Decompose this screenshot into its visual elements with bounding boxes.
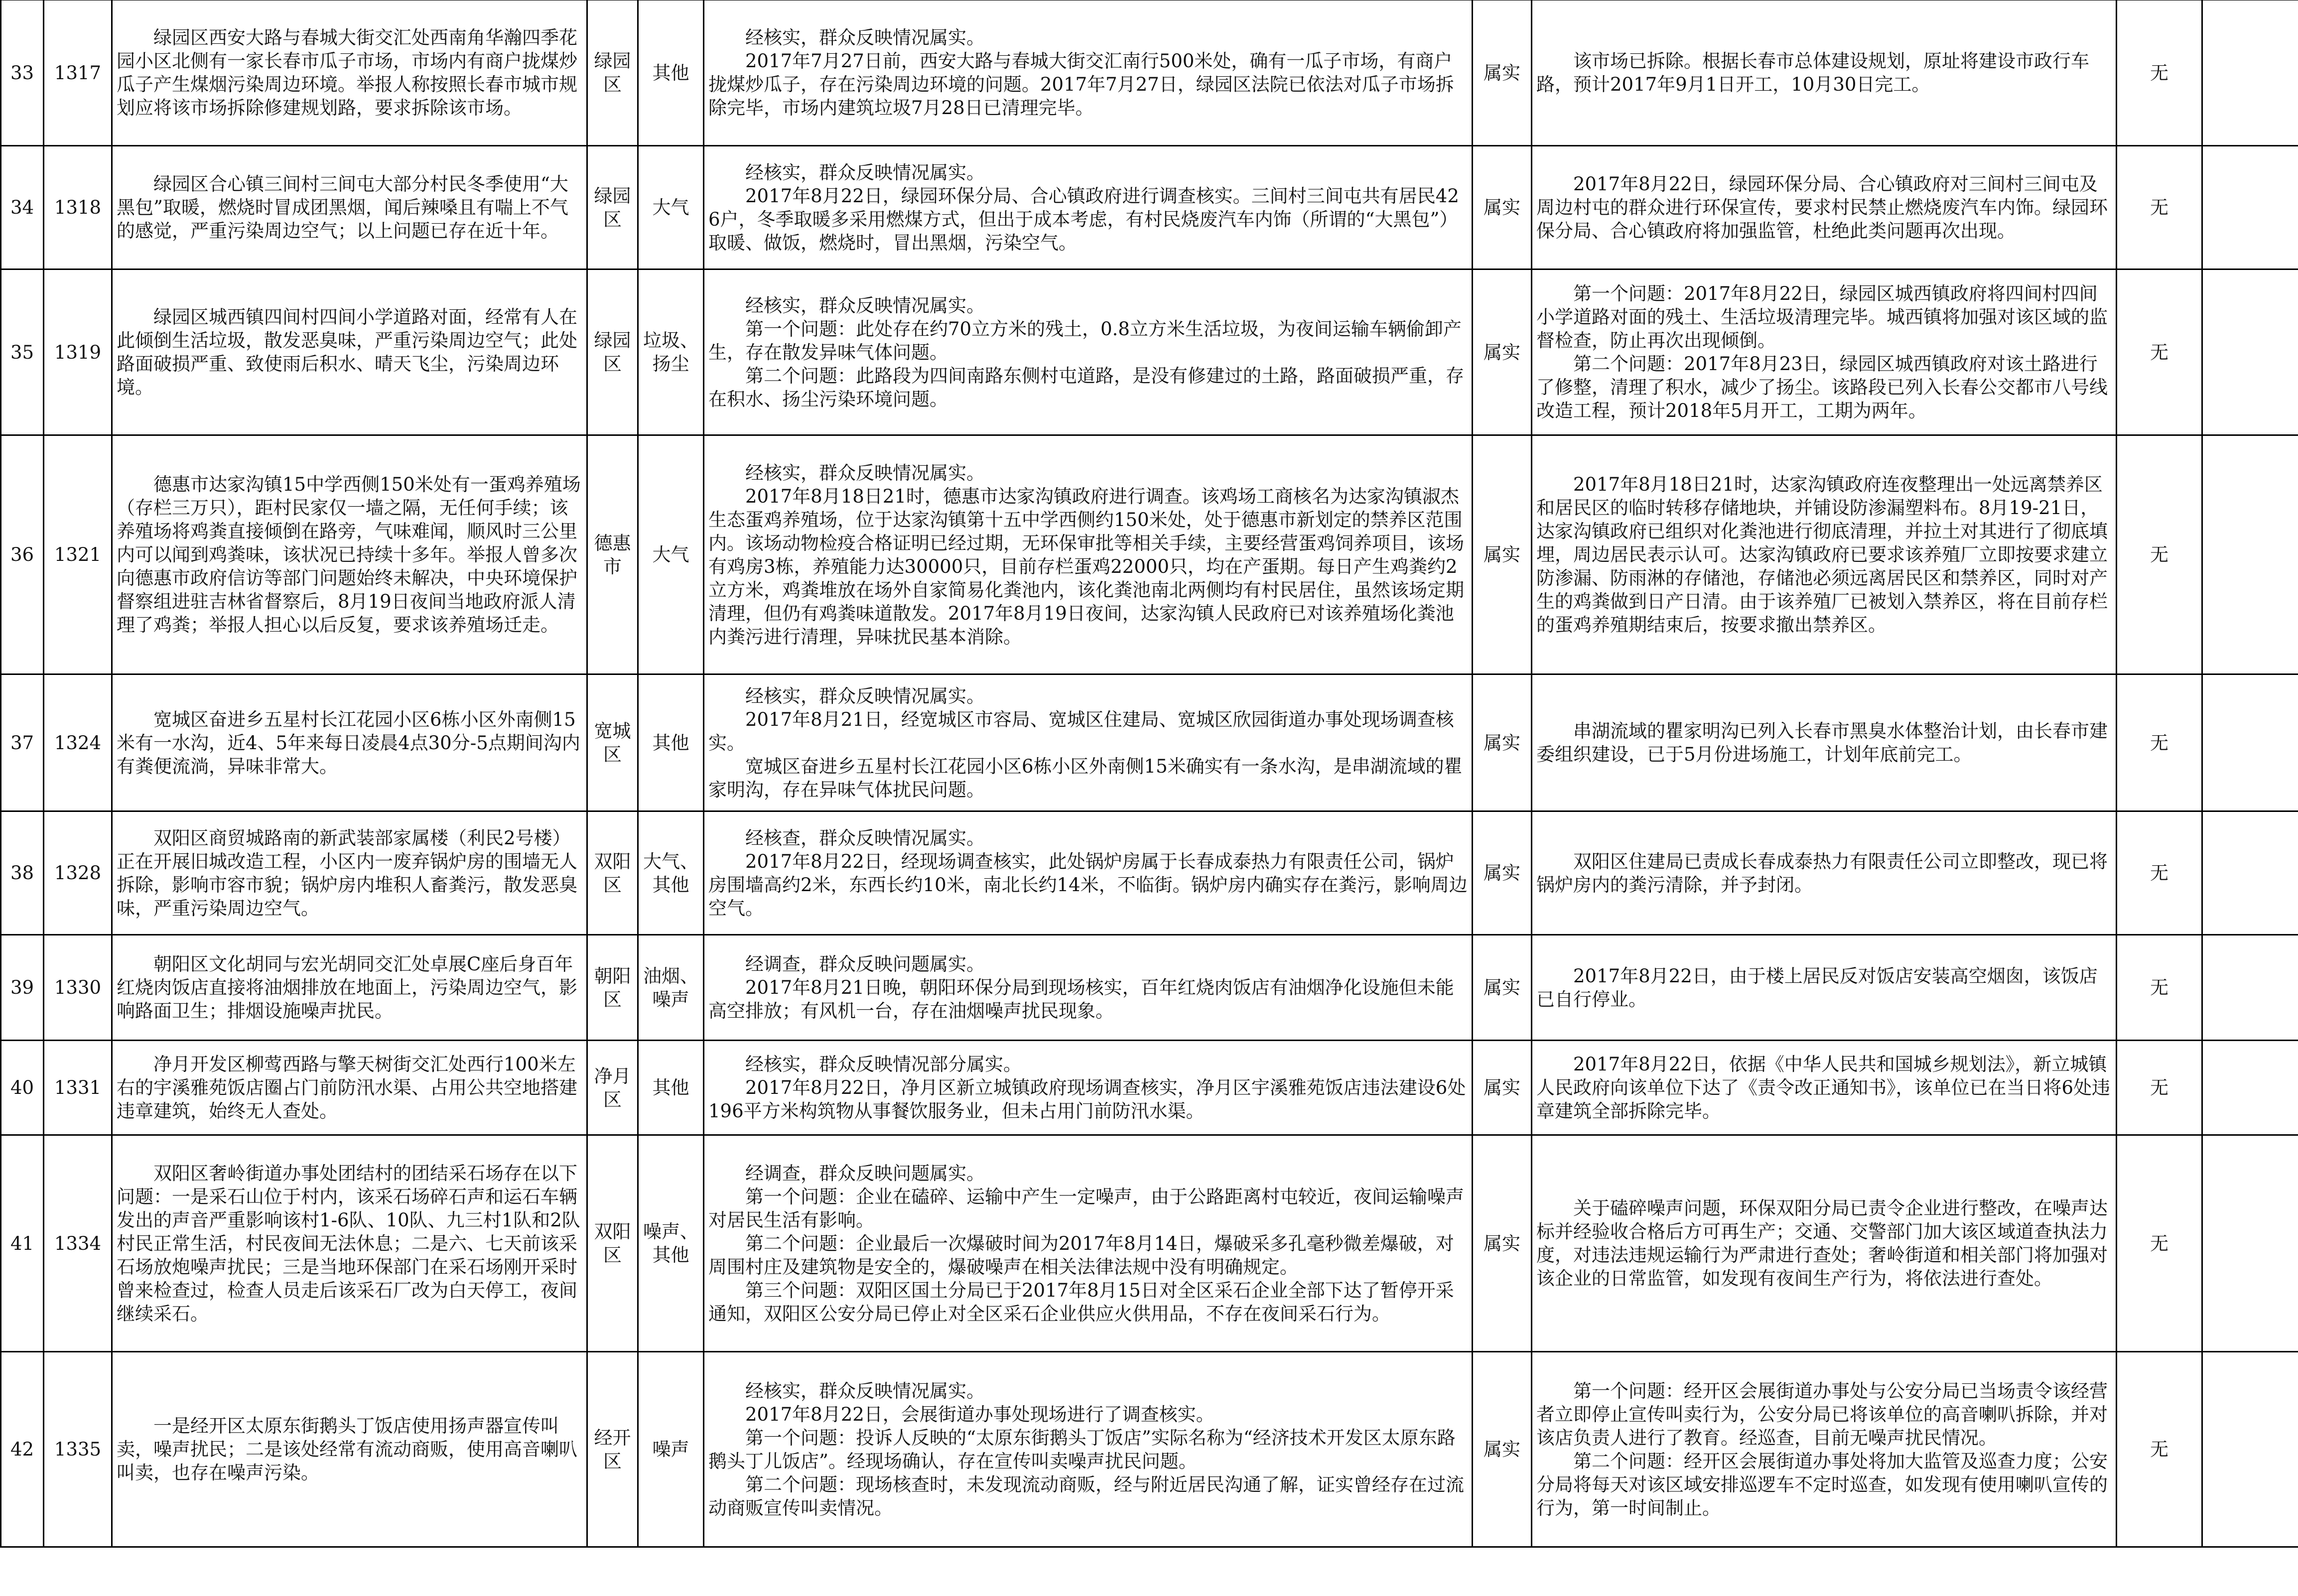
accountability-cell: 无 bbox=[2117, 1135, 2202, 1352]
handling-cell-paragraph: 关于磕碎噪声问题，环保双阳分局已责令企业进行整改，在噪声达标并经验收合格后方可再生产；交通、交警部门加大该区域道查执法力度，对违法违规运输行为严肃进行查处；奢岭街道和相关部门将加强对该企业的日常监管，如发现有夜间生产行为，将依法进行查处。 bbox=[1536, 1197, 2108, 1289]
complaint-cell: 一是经开区太原东街鹅头丁饭店使用扬声器宣传叫卖，噪声扰民；二是该处经常有流动商贩，使用高音喇叭叫卖，也存在噪声污染。 bbox=[112, 1352, 587, 1547]
accountability-cell: 无 bbox=[2117, 0, 2202, 146]
row-number-cell: 36 bbox=[1, 435, 44, 674]
investigation-cell-paragraph: 经核实，群众反映情况属实。 bbox=[745, 462, 985, 484]
investigation-cell bbox=[704, 269, 1473, 435]
pollution-type-cell: 油烟、噪声 bbox=[638, 935, 704, 1041]
pollution-type-cell: 垃圾、扬尘 bbox=[638, 269, 704, 435]
accountability-cell: 无 bbox=[2117, 1352, 2202, 1547]
handling-cell bbox=[1532, 0, 2117, 146]
row-number-cell: 40 bbox=[1, 1041, 44, 1135]
row-number-cell: 42 bbox=[1, 1352, 44, 1547]
handling-cell-paragraph: 串湖流域的瞿家明沟已列入长春市黑臭水体整治计划，由长春市建委组织建设，已于5月份进场施工，计划年底前完工。 bbox=[1536, 720, 2108, 765]
verification-status-cell: 属实 bbox=[1473, 146, 1532, 269]
table-row bbox=[1, 1352, 2298, 1547]
pollution-type-cell: 其他 bbox=[638, 1041, 704, 1135]
table-row bbox=[1, 811, 2298, 935]
investigation-cell-paragraph: 2017年8月22日，净月区新立城镇政府现场调查核实，净月区宇溪雅苑饭店违法建设6处196平方米构筑物从事餐饮服务业，但未占用门前防汛水渠。 bbox=[708, 1077, 1466, 1122]
region-cell: 绿园区 bbox=[587, 146, 638, 269]
investigation-cell-paragraph: 经核实，群众反映情况属实。 bbox=[745, 685, 985, 707]
remarks-cell bbox=[2202, 935, 2298, 1041]
remarks-cell bbox=[2202, 811, 2298, 935]
handling-cell-paragraph: 2017年8月22日，依据《中华人民共和国城乡规划法》，新立城镇人民政府向该单位下达了《责令改正通知书》，该单位已在当日将6处违章建筑全部拆除完毕。 bbox=[1536, 1054, 2111, 1122]
investigation-cell-paragraph: 经核实，群众反映情况属实。 bbox=[745, 161, 985, 183]
row-number-cell: 38 bbox=[1, 811, 44, 935]
remarks-cell bbox=[2202, 1041, 2298, 1135]
accountability-cell: 无 bbox=[2117, 1041, 2202, 1135]
handling-cell bbox=[1532, 935, 2117, 1041]
investigation-cell-paragraph: 2017年8月22日，会展街道办事处现场进行了调查核实。 bbox=[745, 1403, 1215, 1425]
accountability-cell: 无 bbox=[2117, 674, 2202, 811]
complaint-cell: 德惠市达家沟镇15中学西侧150米处有一蛋鸡养殖场（存栏三万只），距村民家仅一墙之隔，无任何手续；该养殖场将鸡粪直接倾倒在路旁，气味难闻，顺风时三公里内可以闻到鸡粪味，该状况已持续十多年。举报人曾多次向德惠市政府信访等部门问题始终未解决，中央环境保护督察组进驻吉林省督察后，8月19日夜间当地政府派人清理了鸡粪；举报人担心以后反复，要求该养殖场迁走。 bbox=[112, 435, 587, 674]
complaint-cell: 宽城区奋进乡五星村长江花园小区6栋小区外南侧15米有一水沟，近4、5年来每日凌晨4点30分-5点期间沟内有粪便流淌，异味非常大。 bbox=[112, 674, 587, 811]
verification-status-cell: 属实 bbox=[1473, 674, 1532, 811]
investigation-cell bbox=[704, 0, 1473, 146]
verification-status-cell: 属实 bbox=[1473, 0, 1532, 146]
pollution-type-cell: 大气 bbox=[638, 146, 704, 269]
case-id-cell: 1330 bbox=[44, 935, 112, 1041]
investigation-cell bbox=[704, 674, 1473, 811]
handling-cell-paragraph: 2017年8月18日21时，达家沟镇政府连夜整理出一处远离禁养区和居民区的临时转移存储地块，并铺设防渗漏塑料布。8月19-21日，达家沟镇政府已组织对化粪池进行彻底清理，并拉土对其进行了彻底填埋，周边居民表示认可。达家沟镇政府已要求该养殖厂立即按要求建立防渗漏、防雨淋的存储池，存储池必须远离居民区和禁养区，同时对产生的鸡粪做到日产日清。由于该养殖厂已被划入禁养区，将在目前存栏的蛋鸡养殖期结束后，按要求撤出禁养区。 bbox=[1536, 474, 2108, 636]
case-id-cell: 1331 bbox=[44, 1041, 112, 1135]
case-id-cell: 1328 bbox=[44, 811, 112, 935]
investigation-cell bbox=[704, 1352, 1473, 1547]
row-number-cell: 34 bbox=[1, 146, 44, 269]
accountability-cell: 无 bbox=[2117, 146, 2202, 269]
complaint-cell: 绿园区西安大路与春城大街交汇处西南角华瀚四季花园小区北侧有一家长春市瓜子市场，市场内有商户拢煤炒瓜子产生煤烟污染周边环境。举报人称按照长春市城市规划应将该市场拆除修建规划路，要求拆除该市场。 bbox=[112, 0, 587, 146]
remarks-cell bbox=[2202, 674, 2298, 811]
investigation-cell bbox=[704, 935, 1473, 1041]
remarks-cell bbox=[2202, 269, 2298, 435]
investigation-cell-paragraph: 第二个问题：现场核查时，未发现流动商贩，经与附近居民沟通了解，证实曾经存在过流动商贩宣传叫卖情况。 bbox=[708, 1473, 1464, 1519]
complaint-cell: 净月开发区柳莺西路与擎天树街交汇处西行100米左右的宇溪雅苑饭店圈占门前防汛水渠、占用公共空地搭建违章建筑，始终无人查处。 bbox=[112, 1041, 587, 1135]
pollution-type-cell: 其他 bbox=[638, 0, 704, 146]
pollution-type-cell: 其他 bbox=[638, 674, 704, 811]
table-row bbox=[1, 674, 2298, 811]
handling-cell bbox=[1532, 1135, 2117, 1352]
complaint-cell: 绿园区合心镇三间村三间屯大部分村民冬季使用“大黑包”取暖，燃烧时冒成团黑烟，闻后辣嗓且有喘上不气的感觉，严重污染周边空气；以上问题已存在近十年。 bbox=[112, 146, 587, 269]
pollution-type-cell: 噪声、其他 bbox=[638, 1135, 704, 1352]
row-number-cell: 33 bbox=[1, 0, 44, 146]
investigation-cell bbox=[704, 1041, 1473, 1135]
investigation-cell-paragraph: 经核实，群众反映情况属实。 bbox=[745, 27, 985, 48]
handling-cell-paragraph: 第二个问题：2017年8月23日，绿园区城西镇政府对该土路进行了修整，清理了积水，减少了扬尘。该路段已列入长春公交都市八号线改造工程，预计2018年5月开工，工期为两年。 bbox=[1536, 353, 2108, 421]
investigation-cell-paragraph: 第一个问题：此处存在约70立方米的残土，0.8立方米生活垃圾，为夜间运输车辆偷卸产生，存在散发异味气体问题。 bbox=[708, 318, 1462, 363]
case-id-cell: 1335 bbox=[44, 1352, 112, 1547]
remarks-cell bbox=[2202, 1135, 2298, 1352]
case-id-cell: 1319 bbox=[44, 269, 112, 435]
region-cell: 净月区 bbox=[587, 1041, 638, 1135]
investigation-cell-paragraph: 2017年7月27日前，西安大路与春城大街交汇南行500米处，确有一瓜子市场，有商户拢煤炒瓜子，存在污染周边环境的问题。2017年7月27日，绿园区法院已依法对瓜子市场拆除完毕，市场内建筑垃圾7月28日已清理完毕。 bbox=[708, 50, 1454, 119]
remarks-cell bbox=[2202, 0, 2298, 146]
verification-status-cell: 属实 bbox=[1473, 435, 1532, 674]
table-row bbox=[1, 1135, 2298, 1352]
complaint-cell: 双阳区奢岭街道办事处团结村的团结采石场存在以下问题：一是采石山位于村内，该采石场碎石声和运石车辆发出的声音严重影响该村1-6队、10队、九三村1队和2队村民正常生活，村民夜间无法休息；二是六、七天前该采石场放炮噪声扰民；三是当地环保部门在采石场刚开采时曾来检查过，检查人员走后该采石厂改为白天停工，夜间继续采石。 bbox=[112, 1135, 587, 1352]
investigation-cell bbox=[704, 146, 1473, 269]
row-number-cell: 41 bbox=[1, 1135, 44, 1352]
investigation-cell-paragraph: 第二个问题：企业最后一次爆破时间为2017年8月14日，爆破采多孔毫秒微差爆破，对周围村庄及建筑物是安全的，爆破噪声在相关法律法规中没有明确规定。 bbox=[708, 1232, 1454, 1278]
handling-cell-paragraph: 2017年8月22日，绿园环保分局、合心镇政府对三间村三间屯及周边村屯的群众进行环保宣传，要求村民禁止燃烧废汽车内饰。绿园环保分局、合心镇政府将加强监管，杜绝此类问题再次出现。 bbox=[1536, 173, 2108, 242]
investigation-cell-paragraph: 第一个问题：企业在磕碎、运输中产生一定噪声，由于公路距离村屯较近，夜间运输噪声对居民生活有影响。 bbox=[708, 1186, 1464, 1231]
row-number-cell: 39 bbox=[1, 935, 44, 1041]
table-row bbox=[1, 269, 2298, 435]
case-id-cell: 1321 bbox=[44, 435, 112, 674]
handling-cell-paragraph: 2017年8月22日，由于楼上居民反对饭店安装高空烟囱，该饭店已自行停业。 bbox=[1536, 965, 2098, 1010]
investigation-cell-paragraph: 经核实，群众反映情况属实。 bbox=[745, 294, 985, 316]
handling-cell bbox=[1532, 435, 2117, 674]
complaint-cell: 朝阳区文化胡同与宏光胡同交汇处卓展C座后身百年红烧肉饭店直接将油烟排放在地面上，污染周边空气，影响路面卫生；排烟设施噪声扰民。 bbox=[112, 935, 587, 1041]
table-body bbox=[1, 0, 2298, 1547]
verification-status-cell: 属实 bbox=[1473, 1352, 1532, 1547]
complaint-cell: 双阳区商贸城路南的新武装部家属楼（利民2号楼）正在开展旧城改造工程，小区内一废弃锅炉房的围墙无人拆除，影响市容市貌；锅炉房内堆积人畜粪污，散发恶臭味，严重污染周边空气。 bbox=[112, 811, 587, 935]
investigation-cell bbox=[704, 1135, 1473, 1352]
handling-cell-paragraph: 第一个问题：经开区会展街道办事处与公安分局已当场责令该经营者立即停止宣传叫卖行为，公安分局已将该单位的高音喇叭拆除，并对该店负责人进行了教育。经巡查，目前无噪声扰民情况。 bbox=[1536, 1380, 2108, 1449]
investigation-cell bbox=[704, 435, 1473, 674]
investigation-cell-paragraph: 2017年8月22日，绿园环保分局、合心镇政府进行调查核实。三间村三间屯共有居民426户，冬季取暖多采用燃煤方式，但出于成本考虑，有村民烧废汽车内饰（所谓的“大黑包”）取暖、做饭，燃烧时，冒出黑烟，污染空气。 bbox=[708, 185, 1459, 254]
handling-cell bbox=[1532, 1352, 2117, 1547]
remarks-cell bbox=[2202, 146, 2298, 269]
accountability-cell: 无 bbox=[2117, 269, 2202, 435]
handling-cell-paragraph: 第一个问题：2017年8月22日，绿园区城西镇政府将四间村四间小学道路对面的残土、生活垃圾清理完毕。城西镇将加强对该区域的监督检查，防止再次出现倾倒。 bbox=[1536, 283, 2108, 351]
investigation-cell-paragraph: 经调查，群众反映问题属实。 bbox=[745, 953, 985, 975]
table-row bbox=[1, 935, 2298, 1041]
region-cell: 绿园区 bbox=[587, 269, 638, 435]
handling-cell bbox=[1532, 811, 2117, 935]
verification-status-cell: 属实 bbox=[1473, 811, 1532, 935]
case-id-cell: 1334 bbox=[44, 1135, 112, 1352]
region-cell: 德惠市 bbox=[587, 435, 638, 674]
pollution-type-cell: 大气 bbox=[638, 435, 704, 674]
region-cell: 双阳区 bbox=[587, 1135, 638, 1352]
investigation-cell-paragraph: 第三个问题：双阳区国土分局已于2017年8月15日对全区采石企业全部下达了暂停开采通知，双阳区公安分局已停止对全区采石企业供应火供用品，不存在夜间采石行为。 bbox=[708, 1279, 1454, 1325]
verification-status-cell: 属实 bbox=[1473, 935, 1532, 1041]
row-number-cell: 37 bbox=[1, 674, 44, 811]
handling-cell bbox=[1532, 1041, 2117, 1135]
case-id-cell: 1318 bbox=[44, 146, 112, 269]
row-number-cell: 35 bbox=[1, 269, 44, 435]
region-cell: 经开区 bbox=[587, 1352, 638, 1547]
investigation-cell-paragraph: 第一个问题：投诉人反映的“太原东街鹅头丁饭店”实际名称为“经济技术开发区太原东路鹅头丁儿饭店”。经现场确认，存在宣传叫卖噪声扰民问题。 bbox=[708, 1427, 1456, 1472]
region-cell: 双阳区 bbox=[587, 811, 638, 935]
table-row bbox=[1, 435, 2298, 674]
case-id-cell: 1317 bbox=[44, 0, 112, 146]
pollution-type-cell: 噪声 bbox=[638, 1352, 704, 1547]
case-id-cell: 1324 bbox=[44, 674, 112, 811]
investigation-cell-paragraph: 经调查，群众反映问题属实。 bbox=[745, 1162, 985, 1184]
handling-cell bbox=[1532, 269, 2117, 435]
table-row bbox=[1, 146, 2298, 269]
accountability-cell: 无 bbox=[2117, 435, 2202, 674]
investigation-cell-paragraph: 经核查，群众反映情况属实。 bbox=[745, 827, 985, 849]
region-cell: 朝阳区 bbox=[587, 935, 638, 1041]
region-cell: 宽城区 bbox=[587, 674, 638, 811]
investigation-cell-paragraph: 经核实，群众反映情况部分属实。 bbox=[745, 1054, 1022, 1075]
investigation-cell-paragraph: 2017年8月22日，经现场调查核实，此处锅炉房属于长春成泰热力有限责任公司，锅炉房围墙高约2米，东西长约10米，南北长约14米，不临街。锅炉房内确实存在粪污，影响周边空气。 bbox=[708, 850, 1468, 919]
complaint-cell: 绿园区城西镇四间村四间小学道路对面，经常有人在此倾倒生活垃圾，散发恶臭味，严重污染周边空气；此处路面破损严重、致使雨后积水、晴天飞尘，污染周边环境。 bbox=[112, 269, 587, 435]
accountability-cell: 无 bbox=[2117, 811, 2202, 935]
region-cell: 绿园区 bbox=[587, 0, 638, 146]
handling-cell bbox=[1532, 146, 2117, 269]
handling-cell-paragraph: 双阳区住建局已责成长春成泰热力有限责任公司立即整改，现已将锅炉房内的粪污清除，并予封闭。 bbox=[1536, 850, 2108, 896]
pollution-type-cell: 大气、其他 bbox=[638, 811, 704, 935]
table-row bbox=[1, 0, 2298, 146]
handling-cell-paragraph: 该市场已拆除。根据长春市总体建设规划，原址将建设市政行车路，预计2017年9月1日开工，10月30日完工。 bbox=[1536, 50, 2089, 95]
verification-status-cell: 属实 bbox=[1473, 269, 1532, 435]
accountability-cell: 无 bbox=[2117, 935, 2202, 1041]
investigation-cell-paragraph: 2017年8月21日晚，朝阳环保分局到现场核实，百年红烧肉饭店有油烟净化设施但未能高空排放；有风机一台，存在油烟噪声扰民现象。 bbox=[708, 977, 1454, 1022]
investigation-cell-paragraph: 2017年8月21日，经宽城区市容局、宽城区住建局、宽城区欣园街道办事处现场调查核实。 bbox=[708, 708, 1454, 754]
table-row bbox=[1, 1041, 2298, 1135]
handling-cell bbox=[1532, 674, 2117, 811]
investigation-cell-paragraph: 经核实，群众反映情况属实。 bbox=[745, 1380, 985, 1402]
investigation-cell bbox=[704, 811, 1473, 935]
verification-status-cell: 属实 bbox=[1473, 1041, 1532, 1135]
remarks-cell bbox=[2202, 1352, 2298, 1547]
remarks-cell bbox=[2202, 435, 2298, 674]
verification-status-cell: 属实 bbox=[1473, 1135, 1532, 1352]
investigation-cell-paragraph: 宽城区奋进乡五星村长江花园小区6栋小区外南侧15米确实有一条水沟，是串湖流域的瞿家明沟，存在异味气体扰民问题。 bbox=[708, 755, 1463, 800]
investigation-cell-paragraph: 第二个问题：此路段为四间南路东侧村屯道路，是没有修建过的土路，路面破损严重，存在积水、扬尘污染环境问题。 bbox=[708, 365, 1464, 410]
investigation-cell-paragraph: 2017年8月18日21时，德惠市达家沟镇政府进行调查。该鸡场工商核名为达家沟镇淑杰生态蛋鸡养殖场，位于达家沟镇第十五中学西侧约150米处，处于德惠市新划定的禁养区范围内。该场动物检疫合格证明已经过期，无环保审批等相关手续，主要经营蛋鸡饲养项目，该场有鸡房3栋，养殖能力达30000只，目前存栏蛋鸡22000只，均在产蛋期。每日产生鸡粪约2立方米，鸡粪堆放在场外自家简易化粪池内，该化粪池南北两侧均有村民居住，虽然该场定期清理，但仍有鸡粪味道散发。2017年8月19日夜间，达家沟镇人民政府已对该养殖场化粪池内粪污进行清理，异味扰民基本消除。 bbox=[708, 485, 1464, 648]
handling-cell-paragraph: 第二个问题：经开区会展街道办事处将加大监管及巡查力度；公安分局将每天对该区域安排巡逻车不定时巡查，如发现有使用喇叭宣传的行为，第一时间制止。 bbox=[1536, 1450, 2108, 1519]
